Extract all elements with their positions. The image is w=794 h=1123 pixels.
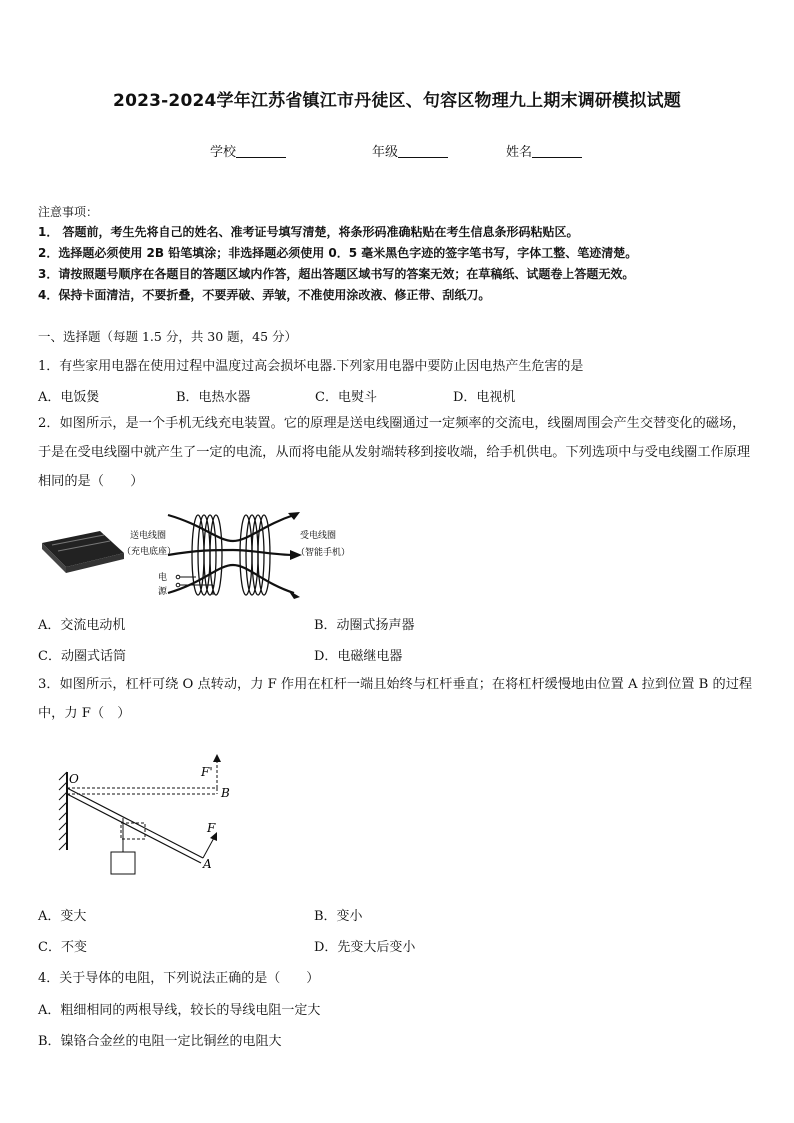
- question-2-stem: 2．如图所示，是一个手机无线充电装置。它的原理是送电线圈通过一定频率的交流电，线圈周围会产生交替变化的磁场，于是在受电线圈中就产生了一定的电流，从而将电能从发射端转移到接收端，给手机供电。下列选项中与受电线圈工作原理相同的是（ ）: [38, 416, 751, 489]
- source-label-1: 电: [158, 573, 168, 583]
- name-field: 姓名: [506, 141, 582, 160]
- lever-position-b: [67, 788, 217, 794]
- magnetic-field-lines: [168, 515, 294, 593]
- point-o-label: O: [69, 772, 79, 786]
- q2-option-a: A．交流电动机: [38, 618, 126, 633]
- source-label-2: 源: [158, 587, 168, 597]
- q1-option-c: C．电熨斗: [315, 390, 377, 405]
- q2-option-b: B．动圈式扬声器: [314, 618, 415, 633]
- q4-option-a: A．粗细相同的两根导线，较长的导线电阻一定大: [38, 1003, 321, 1018]
- question-3-stem: 3．如图所示，杠杆可绕 O 点转动，力 F 作用在杠杆一端且始终与杠杆垂直；在将杠杆缓慢地由位置 A 拉到位置 B 的过程中，力 F（ ）: [38, 677, 753, 721]
- q3-option-b: B．变小: [314, 909, 363, 924]
- receive-coil-label: 受电线圈: [300, 531, 337, 541]
- force-f-label: F: [207, 821, 216, 835]
- q1-option-b: B．电热水器: [176, 390, 251, 405]
- note-item: 2．选择题必须使用 2B 铅笔填涂；非选择题必须使用 0．5 毫米黑色字迹的签字笔书写，字体工整、笔迹清楚。: [38, 246, 638, 260]
- notes-heading: 注意事项：: [38, 205, 99, 219]
- force-f-prime-label: F': [201, 765, 213, 779]
- grade-field: 年级: [372, 141, 448, 160]
- q4-option-b: B．镍铬合金丝的电阻一定比铜丝的电阻大: [38, 1034, 282, 1049]
- send-coil-label: 送电线圈: [130, 531, 167, 541]
- point-b-label: B: [221, 786, 230, 800]
- section-heading: 一、选择题（每题 1.5 分，共 30 题，45 分）: [38, 329, 298, 344]
- q1-option-d: D．电视机: [453, 390, 516, 405]
- q1-option-a: A．电饭煲: [38, 390, 100, 405]
- receive-coil-sublabel: （智能手机）: [296, 548, 351, 558]
- question-4-stem: 4．关于导体的电阻，下列说法正确的是（ ）: [38, 971, 320, 986]
- note-item: 1． 答题前，考生先将自己的姓名、准考证号填写清楚，将条形码准确粘贴在考生信息条形码粘贴区。: [38, 225, 579, 239]
- q3-option-c: C．不变: [38, 940, 87, 955]
- school-field: 学校: [210, 141, 286, 160]
- question-1-stem: 1．有些家用电器在使用过程中温度过高会损坏电器.下列家用电器中要防止因电热产生危害的是: [38, 359, 584, 374]
- wireless-charging-figure: [38, 505, 368, 605]
- q2-option-c: C．动圈式话筒: [38, 649, 126, 664]
- send-coil-sublabel: （充电底座）: [122, 547, 177, 557]
- lever-figure: [55, 748, 245, 878]
- wall: [59, 772, 67, 850]
- q3-option-d: D．先变大后变小: [314, 940, 416, 955]
- point-a-label: A: [203, 857, 212, 871]
- charging-pad-image: [42, 531, 124, 573]
- note-item: 3．请按照题号顺序在各题目的答题区域内作答，超出答题区域书写的答案无效；在草稿纸、试题卷上答题无效。: [38, 267, 635, 281]
- note-item: 4．保持卡面清洁，不要折叠，不要弄破、弄皱，不准使用涂改液、修正带、刮纸刀。: [38, 288, 491, 302]
- hanging-weight: [111, 852, 135, 874]
- q2-option-d: D．电磁继电器: [314, 649, 403, 664]
- exam-title: 2023-2024学年江苏省镇江市丹徒区、句容区物理九上期末调研模拟试题: [113, 91, 681, 111]
- q3-option-a: A．变大: [38, 909, 87, 924]
